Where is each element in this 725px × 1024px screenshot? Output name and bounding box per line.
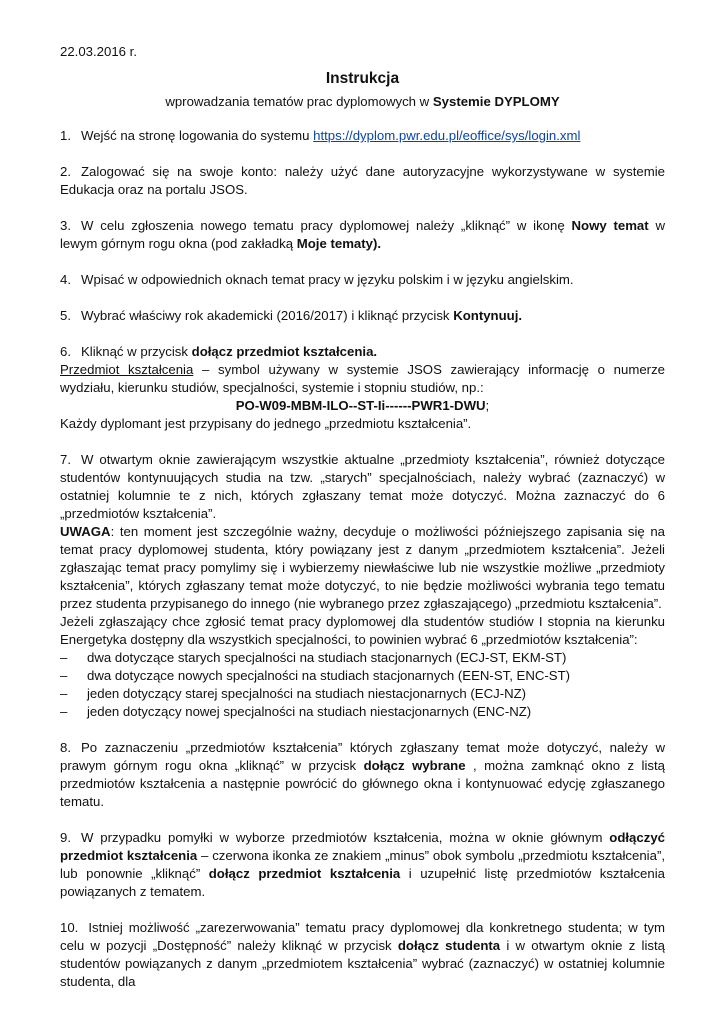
- example-code: [60, 397, 665, 415]
- step-number: 5.: [60, 308, 71, 323]
- step-number: 9.: [60, 830, 71, 845]
- step-text: – czerwona ikonka ze znakiem „minus” obok symbolu „przedmiotu kształcenia”, lub ponownie „kliknąć”: [60, 848, 665, 881]
- subtitle-bold: Systemie DYPLOMY: [432, 94, 560, 109]
- step-text: w lewym górnym rogu okna (pod zakładką: [60, 218, 666, 251]
- step-bold: Moje tematy).: [296, 236, 382, 251]
- list-item: – jeden dotyczący nowej specjalności na studiach niestacjonarnych (ENC-NZ): [60, 703, 665, 721]
- step-text: Kliknąć w przycisk: [81, 344, 192, 359]
- step-text: Wejść na stronę logowania do systemu: [81, 128, 314, 143]
- definition: [60, 361, 665, 397]
- step-text: W otwartym oknie zawierającym wszystkie aktualne „przedmioty kształcenia”, również dotyczące studentów kontynuujących studia na tzw. „starych” specjalnościach, należy wybrać (zaznaczyć) w ostatniej kolumnie te z nich, których zgłaszany temat może dotyczyć. Można zaznaczyć do 6 „przedmiotów kształcenia”.: [60, 452, 665, 521]
- subtitle-text: wprowadzania tematów prac dyplomowych w: [165, 94, 433, 109]
- step-text: , można zamknąć okno z listą przedmiotów kształcenia a następnie powrócić do głównego okna i kontynuować edycję zgłaszanego tematu.: [60, 758, 665, 809]
- step-number: 4.: [60, 272, 71, 287]
- step-text: Wybrać właściwy rok akademicki (2016/2017) i kliknąć przycisk: [81, 308, 454, 323]
- step-bold: dołącz wybrane: [363, 758, 466, 773]
- step-bold: odłączyć przedmiot kształcenia: [60, 830, 665, 863]
- step-bold: Kontynuuj.: [453, 308, 523, 323]
- list-item: – dwa dotyczące starych specjalności na studiach stacjonarnych (ECJ-ST, EKM-ST): [60, 649, 665, 667]
- step-text: Zalogować się na swoje konto: należy użyć dane autoryzacyjne wykorzystywane w systemie Edukacja oraz na portalu JSOS.: [60, 164, 665, 197]
- step-7: [60, 451, 665, 721]
- step-number: 6.: [60, 344, 71, 359]
- login-link[interactable]: https://dyplom.pwr.edu.pl/eoffice/sys/login.xml: [313, 128, 581, 143]
- step-text: i uzupełnić listę przedmiotów kształcenia powiązanych z tematem.: [60, 866, 665, 899]
- step-number: 2.: [60, 164, 71, 179]
- step-3: [60, 217, 665, 253]
- step-number: 1.: [60, 128, 71, 143]
- step-intro: [60, 343, 665, 361]
- step-1: [60, 127, 665, 145]
- specialization-list: [60, 649, 665, 721]
- step-intro: [60, 451, 665, 523]
- definition-term: Przedmiot kształcenia: [60, 362, 194, 377]
- document-title: Instrukcja: [325, 70, 400, 87]
- step-text: Wpisać w odpowiednich oknach temat pracy w języku polskim i w języku angielskim.: [81, 272, 574, 287]
- warning-text: : ten moment jest szczególnie ważny, decyduje o możliwości późniejszego zapisania się na temat pracy dyplomowej studenta, który powiązany jest z danym „przedmiotem kształcenia”. Jeżeli zgłaszając temat pracy pomylimy się i wybierzemy niewłaściwe lub nie wszystkie możliwe „przedmioty kształcenia”, których zgłaszany temat może dotyczyć, to nie będzie możliwości wybrania tego tematu przez studenta przypisanego do innego (nie wybranego przez zgłaszającego) „przedmiotu kształcenia”.: [60, 524, 665, 611]
- step-bold: dołącz przedmiot kształcenia.: [191, 344, 378, 359]
- document-date: 22.03.2016 r.: [60, 44, 137, 59]
- step-bold: dołącz przedmiot kształcenia: [208, 866, 401, 881]
- step-5: [60, 307, 665, 325]
- step-6: [60, 343, 665, 433]
- step-number: 10.: [60, 920, 79, 935]
- step-number: 8.: [60, 740, 71, 755]
- step-note: Każdy dyplomant jest przypisany do jednego „przedmiotu kształcenia”.: [60, 416, 472, 431]
- step-9: [60, 829, 665, 901]
- step-bold: dołącz studenta: [397, 938, 501, 953]
- step-number: 3.: [60, 218, 71, 233]
- step-text: Po zaznaczeniu „przedmiotów kształcenia” których zgłaszany temat może dotyczyć, należy w prawym górnym rogu okna „kliknąć” w przycisk: [60, 740, 665, 773]
- document-subtitle: [60, 93, 665, 111]
- example-code-text: PO-W09-MBM-ILO--ST-Ii------PWR1-DWU: [235, 398, 486, 413]
- warning: [60, 523, 665, 613]
- step-text: W przypadku pomyłki w wyborze przedmiotów kształcenia, można w oknie głównym: [81, 830, 610, 845]
- step-bold: Nowy temat: [571, 218, 649, 233]
- step-note: Jeżeli zgłaszający chce zgłosić temat pracy dyplomowej dla studentów studiów I stopnia na kierunku Energetyka dostępny dla wszystkich specjalności, to powinien wybrać 6 „przedmiotów kształcenia”:: [60, 614, 665, 647]
- list-item: – dwa dotyczące nowych specjalności na studiach stacjonarnych (EEN-ST, ENC-ST): [60, 667, 665, 685]
- step-text: Istniej możliwość „zarezerwowania” tematu pracy dyplomowej dla konkretnego studenta; w tym celu w pozycji „Dostępność” należy kliknąć w przycisk: [60, 920, 665, 953]
- definition-text: – symbol używany w systemie JSOS zawierający informację o numerze wydziału, kierunku studiów, specjalności, systemie i stopniu studiów, np.:: [60, 362, 665, 395]
- step-text: W celu zgłoszenia nowego tematu pracy dyplomowej należy „kliknąć” w ikonę: [81, 218, 572, 233]
- step-4: [60, 271, 665, 289]
- step-number: 7.: [60, 452, 71, 467]
- list-item: – jeden dotyczący starej specjalności na studiach niestacjonarnych (ECJ-NZ): [60, 685, 665, 703]
- warning-label: UWAGA: [60, 524, 111, 539]
- step-8: [60, 739, 665, 811]
- step-text: i w otwartym oknie z listą studentów powiązanych z danym „przedmiotem kształcenia” wybrać (zaznaczyć) w ostatniej kolumnie studenta, dla: [60, 938, 666, 989]
- step-2: [60, 163, 665, 199]
- example-code-tail: ;: [485, 398, 490, 413]
- step-10: [60, 919, 665, 991]
